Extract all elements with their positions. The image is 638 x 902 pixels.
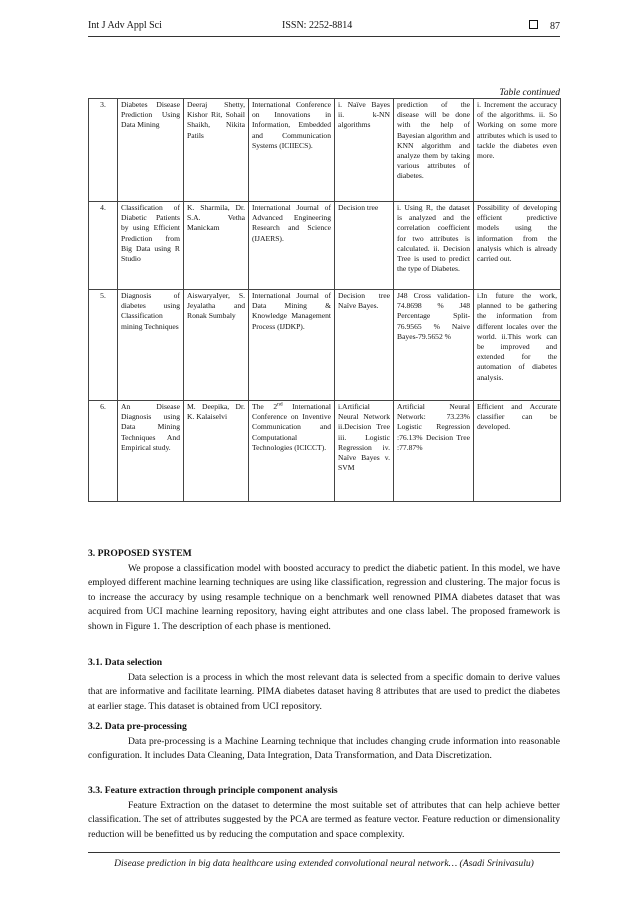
cell-authors: AiswaryaIyer, S. Jeyalatha and Ronak Sumbaly	[184, 290, 249, 401]
journal-name: Int J Adv Appl Sci	[88, 20, 162, 31]
cell-future: Efficient and Accurate classifier can be developed.	[474, 401, 561, 502]
cell-venue: International Journal of Data Mining & Knowledge Management Process (IJDKP).	[249, 290, 335, 401]
cell-venue: International Journal of Advanced Engineering Research and Science (IJAERS).	[249, 202, 335, 290]
cell-no: 3.	[89, 99, 118, 202]
section-data-selection	[88, 656, 560, 714]
cell-authors: Deeraj Shetty, Kishor Rit, Sohail Shaikh, Nikita Patils	[184, 99, 249, 202]
running-footer: Disease prediction in big data healthcare using extended convolutional neural network… (Asadi Srinivasulu)	[114, 858, 534, 869]
section-paragraph: Data pre-processing is a Machine Learning technique that includes changing crude information into reasonable configuration. It includes Data Cleaning, Data Integration, Data Transformation, and Data Discretization.	[88, 735, 560, 761]
cell-technique: Decision tree Naïve Bayes.	[335, 290, 394, 401]
cell-venue: International Conference on Innovations in Information, Embedded and Communication Systems (ICIIECS).	[249, 99, 335, 202]
cell-no: 4.	[89, 202, 118, 290]
cell-result: Artificial Neural Network: 73.23% Logistic Regression :76.13% Decision Tree :77.87%	[394, 401, 474, 502]
section-paragraph: We propose a classification model with boosted accuracy to predict the diabetic patient. In this model, we have employed different machine learning techniques are using like classification, regression and clustering. The major focus is to increase the accuracy by using resample technique on a benchmark well renowned PIMA diabetes dataset that was acquired from UCI machine learning repository, having eight attributes and one class label. The proposed framework is shown in Figure 1. The description of each phase is mentioned.	[88, 562, 560, 632]
cell-authors: M. Deepika, Dr. K. Kalaiselvi	[184, 401, 249, 502]
cell-technique: Decision tree	[335, 202, 394, 290]
cell-authors: K. Sharmila, Dr. S.A. Vetha Manickam	[184, 202, 249, 290]
cell-future: i. Increment the accuracy of the algorithms. ii. So Working on some more attributes which is used to tackle the diabetes even more.	[474, 99, 561, 202]
section-proposed-system	[88, 547, 560, 634]
header-rule	[88, 36, 560, 37]
cell-result: i. Using R, the dataset is analyzed and the correlation coefficient for two attributes is calculated. ii. Decision Tree is used to predict the type of Diabetes.	[394, 202, 474, 290]
subsection-heading: 3.1. Data selection	[88, 657, 163, 668]
cell-future: i.In future the work, planned to be gathering the information from different locales over the world. ii.This work can be improved and extended for the automation of diabetes analysis.	[474, 290, 561, 401]
cell-technique: i.Artificial Neural Network ii.Decision Tree iii. Logistic Regression iv. Naïve Bayes v. SVM	[335, 401, 394, 502]
section-paragraph: Data selection is a process in which the most relevant data is selected from a specific domain to derive values that are informative and facilitate learning. PIMA diabetes dataset having 8 attributes that are used to predict the diabetes at earlier stage. This dataset is obtained from UCI repository.	[88, 671, 560, 712]
cell-technique: i. Naïve Bayes ii. k-NN algorithms	[335, 99, 394, 202]
footer-rule	[88, 852, 560, 853]
page-number: 87	[550, 21, 560, 32]
cell-future: Possibility of developing efficient predictive models using the information from the analysis which is already carried out.	[474, 202, 561, 290]
issn: ISSN: 2252-8814	[282, 20, 353, 31]
venue-sup: nd	[277, 401, 283, 408]
table-row	[89, 290, 561, 401]
venue-pre: The 2	[252, 402, 278, 411]
cell-venue	[249, 401, 335, 502]
cell-title: Classification of Diabetic Patients by using Efficient Prediction from Big Data using R Studio	[118, 202, 184, 290]
table-row	[89, 99, 561, 202]
subsection-heading: 3.3. Feature extraction through principle component analysis	[88, 785, 338, 796]
section-paragraph: Feature Extraction on the dataset to determine the most suitable set of attributes that can help achieve better classification. The set of attributes suggested by the PCA are termed as feature vector. Feature reduction or dimensionality reduction will be benefitted us by reducing the computation and space complexity.	[88, 799, 560, 840]
cell-result: prediction of the disease will be done with the help of Bayesian algorithm and KNN algorithm and analyze them by taking various attributes of diabetes.	[394, 99, 474, 202]
section-heading: 3. PROPOSED SYSTEM	[88, 548, 192, 559]
cell-title: Diagnosis of diabetes using Classification mining Techniques	[118, 290, 184, 401]
cell-title: An Disease Diagnosis using Data Mining Techniques And Empirical study.	[118, 401, 184, 502]
section-preprocessing	[88, 720, 560, 764]
cell-no: 5.	[89, 290, 118, 401]
cell-result: J48 Cross validation-74.8698 % J48 Percentage Split-76.9565 % Naive Bayes-79.5652 %	[394, 290, 474, 401]
section-feature-extraction	[88, 784, 560, 842]
venue-post: International Conference on Inventive Communication and Computational Technologies (ICICCT).	[252, 402, 331, 452]
literature-table	[88, 98, 561, 502]
subsection-heading: 3.2. Data pre-processing	[88, 721, 187, 732]
page-number-group	[529, 20, 560, 32]
cell-title: Diabetes Disease Prediction Using Data Mining	[118, 99, 184, 202]
table-row	[89, 202, 561, 290]
table-continued-label: Table continued	[499, 88, 560, 98]
cell-no: 6.	[89, 401, 118, 502]
table-row	[89, 401, 561, 502]
checkbox-icon	[529, 20, 538, 29]
running-header	[88, 20, 560, 34]
